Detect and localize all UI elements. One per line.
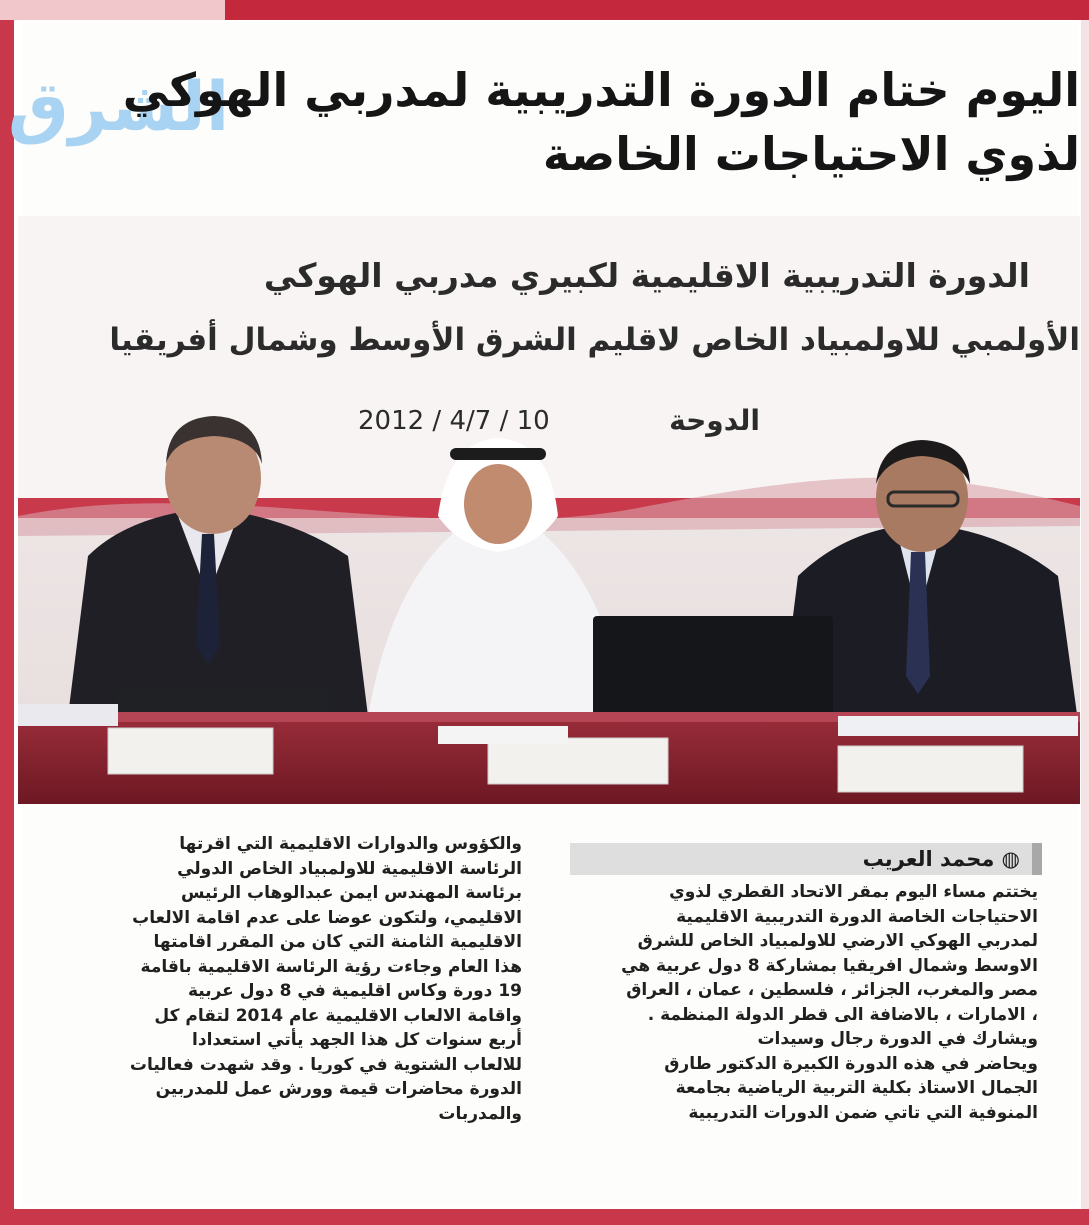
byline-bullet-icon: ◍ xyxy=(994,847,1020,871)
papers-left xyxy=(18,704,118,726)
article-line: برئاسة المهندس ايمن عبدالوهاب الرئيس xyxy=(180,883,522,903)
article-line: ويشارك في الدورة رجال وسيدات xyxy=(757,1029,1038,1049)
article-line: ، الامارات ، بالاضافة الى قطر الدولة المنظمة . xyxy=(647,1004,1038,1025)
article-line: للالعاب الشتوية في كوريا . وقد شهدت فعاليات xyxy=(129,1054,522,1075)
article-line: ويحاضر في هذه الدورة الكبيرة الدكتور طارق xyxy=(664,1053,1038,1074)
byline-bar xyxy=(570,843,1042,875)
article-line: أربع سنوات كل هذا الجهد يأتي استعدادا xyxy=(192,1030,522,1050)
article-line: الاوسط وشمال افريقيا بمشاركة 8 دول عربية هي xyxy=(621,955,1038,976)
banner-line-1: الدورة التدريبية الاقليمية لكبيري مدربي الهوكي xyxy=(263,256,1030,295)
article-right-column xyxy=(562,880,1038,1125)
article-line: والمدربات xyxy=(438,1103,522,1124)
papers-right xyxy=(838,716,1078,736)
article-photo xyxy=(18,216,1080,804)
article-left-column xyxy=(22,832,522,1126)
author-name: محمد العريب xyxy=(862,847,995,871)
middle-man-agal xyxy=(450,448,546,460)
name-card-right xyxy=(838,746,1023,792)
middle-man-face xyxy=(464,464,532,544)
article-line: والكؤوس والدوارات الاقليمية التي اقرتها xyxy=(179,834,522,854)
article-line: الاقليمية الثامنة التي كان من المقرر اقامتها xyxy=(153,932,522,952)
article-line: مصر والمغرب، الجزائر ، فلسطين ، عمان ، العراق xyxy=(626,980,1038,1000)
article-line: الاقليمي، ولتكون عوضا على عدم اقامة الالعاب xyxy=(132,907,522,928)
headline xyxy=(122,58,1080,186)
banner-date: 2012 / 4/7 / 10 xyxy=(358,406,550,436)
article-line: الدورة محاضرات قيمة وورش عمل للمدربين xyxy=(155,1079,522,1099)
article-line: 19 دورة وكاس اقليمية في 8 دول عربية xyxy=(187,981,522,1001)
frame-right xyxy=(1081,20,1089,1209)
headline-line-1: اليوم ختام الدورة التدريبية لمدربي الهوكي xyxy=(122,63,1080,117)
frame-top-red xyxy=(225,0,1089,20)
article-line: يختتم مساء اليوم بمقر الاتحاد القطري لذوي xyxy=(669,882,1038,902)
article-line: لمدربي الهوكي الارضي للاولمبياد الخاص للشرق xyxy=(637,931,1038,951)
left-laptop xyxy=(118,686,328,714)
byline-text xyxy=(863,845,1020,873)
name-card-middle xyxy=(488,738,668,784)
article-line: المنوفية التي تاتي ضمن الدورات التدريبية xyxy=(688,1102,1038,1123)
frame-top-pink xyxy=(0,0,225,20)
frame-bottom xyxy=(0,1209,1089,1225)
photo-illustration xyxy=(18,216,1080,804)
article-line: الرئاسة الاقليمية للاولمبياد الخاص الدولي xyxy=(177,858,522,879)
banner-date-label: الدوحة xyxy=(669,404,760,437)
article-line: الاحتياجات الخاصة الدورة التدريبية الاقليمية xyxy=(676,906,1038,927)
name-card-left xyxy=(108,728,273,774)
article-line: هذا العام وجاءت رؤية الرئاسة الاقليمية باقامة xyxy=(140,956,522,977)
article-line: واقامة الالعاب الاقليمية عام 2014 لتقام كل xyxy=(154,1005,522,1026)
papers-center xyxy=(438,726,568,744)
frame-left xyxy=(0,0,14,1225)
banner-line-2: الأولمبي للاولمبياد الخاص لاقليم الشرق الأوسط وشمال أفريقيا xyxy=(109,322,1080,358)
article-line: الجمال الاستاذ بكلية التربية الرياضية بجامعة xyxy=(675,1078,1038,1098)
newspaper-logo: الشرق xyxy=(8,68,230,147)
headline-line-2: لذوي الاحتياجات الخاصة xyxy=(542,127,1080,181)
